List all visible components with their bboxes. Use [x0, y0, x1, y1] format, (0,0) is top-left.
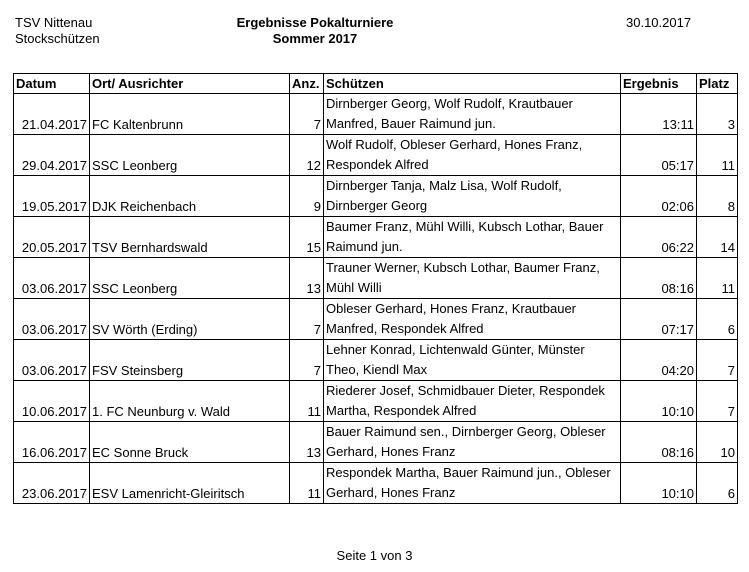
cell-schuetzen: Trauner Werner, Kubsch Lothar, Baumer Franz, Mühl Willi: [324, 258, 621, 299]
col-header-schuetzen: Schützen: [324, 74, 621, 94]
cell-ort: SSC Leonberg: [90, 135, 290, 176]
table-row: [14, 299, 738, 340]
col-header-anz: Anz.: [290, 74, 324, 94]
cell-platz: 6: [697, 299, 738, 340]
cell-ort: FSV Steinsberg: [90, 340, 290, 381]
page-number: Seite 1 von 3: [336, 548, 413, 563]
col-header-datum: Datum: [14, 74, 90, 94]
cell-platz: 6: [697, 463, 738, 504]
cell-ort: SSC Leonberg: [90, 258, 290, 299]
header-left: [15, 15, 100, 47]
cell-schuetzen: Obleser Gerhard, Hones Franz, Krautbauer Manfred, Respondek Alfred: [324, 299, 621, 340]
table-row: [14, 463, 738, 504]
table-row: [14, 135, 738, 176]
table-row: [14, 94, 738, 135]
cell-ergebnis: 08:16: [621, 258, 697, 299]
cell-platz: 3: [697, 94, 738, 135]
cell-ergebnis: 10:10: [621, 463, 697, 504]
table-row: [14, 381, 738, 422]
cell-datum: 03.06.2017: [14, 299, 90, 340]
cell-ergebnis: 07:17: [621, 299, 697, 340]
cell-ort: EC Sonne Bruck: [90, 422, 290, 463]
cell-ergebnis: 04:20: [621, 340, 697, 381]
cell-ergebnis: 06:22: [621, 217, 697, 258]
table-header-row: [14, 74, 738, 94]
col-header-ergebnis: Ergebnis: [621, 74, 697, 94]
cell-datum: 23.06.2017: [14, 463, 90, 504]
cell-ort: ESV Lamenricht-Gleiritsch: [90, 463, 290, 504]
cell-ergebnis: 08:16: [621, 422, 697, 463]
cell-datum: 21.04.2017: [14, 94, 90, 135]
cell-ergebnis: 05:17: [621, 135, 697, 176]
cell-datum: 03.06.2017: [14, 258, 90, 299]
cell-anz: 7: [290, 340, 324, 381]
cell-ergebnis: 10:10: [621, 381, 697, 422]
cell-ort: DJK Reichenbach: [90, 176, 290, 217]
cell-platz: 11: [697, 135, 738, 176]
cell-platz: 14: [697, 217, 738, 258]
cell-datum: 20.05.2017: [14, 217, 90, 258]
cell-ergebnis: 13:11: [621, 94, 697, 135]
cell-anz: 11: [290, 381, 324, 422]
cell-anz: 12: [290, 135, 324, 176]
table-row: [14, 217, 738, 258]
document-title: Ergebnisse Pokalturniere: [236, 15, 394, 30]
cell-datum: 03.06.2017: [14, 340, 90, 381]
cell-platz: 7: [697, 381, 738, 422]
cell-schuetzen: Riederer Josef, Schmidbauer Dieter, Respondek Martha, Respondek Alfred: [324, 381, 621, 422]
table-row: [14, 340, 738, 381]
cell-platz: 10: [697, 422, 738, 463]
cell-ergebnis: 02:06: [621, 176, 697, 217]
cell-datum: 10.06.2017: [14, 381, 90, 422]
cell-anz: 13: [290, 422, 324, 463]
table-row: [14, 422, 738, 463]
cell-schuetzen: Dirnberger Georg, Wolf Rudolf, Krautbauer Manfred, Bauer Raimund jun.: [324, 94, 621, 135]
cell-schuetzen: Bauer Raimund sen., Dirnberger Georg, Obleser Gerhard, Hones Franz: [324, 422, 621, 463]
table-row: [14, 176, 738, 217]
col-header-platz: Platz: [697, 74, 738, 94]
table-row: [14, 258, 738, 299]
cell-schuetzen: Wolf Rudolf, Obleser Gerhard, Hones Franz, Respondek Alfred: [324, 135, 621, 176]
cell-ort: FC Kaltenbrunn: [90, 94, 290, 135]
cell-datum: 29.04.2017: [14, 135, 90, 176]
cell-schuetzen: Respondek Martha, Bauer Raimund jun., Obleser Gerhard, Hones Franz: [324, 463, 621, 504]
cell-datum: 16.06.2017: [14, 422, 90, 463]
header-date: 30.10.2017: [626, 15, 692, 30]
cell-datum: 19.05.2017: [14, 176, 90, 217]
cell-anz: 7: [290, 94, 324, 135]
col-header-ort: Ort/ Ausrichter: [90, 74, 290, 94]
cell-anz: 15: [290, 217, 324, 258]
cell-schuetzen: Baumer Franz, Mühl Willi, Kubsch Lothar, Bauer Raimund jun.: [324, 217, 621, 258]
cell-platz: 7: [697, 340, 738, 381]
club-name: TSV Nittenau: [15, 15, 93, 30]
header-center: [230, 15, 400, 47]
cell-schuetzen: Dirnberger Tanja, Malz Lisa, Wolf Rudolf, Dirnberger Georg: [324, 176, 621, 217]
cell-anz: 11: [290, 463, 324, 504]
cell-ort: 1. FC Neunburg v. Wald: [90, 381, 290, 422]
cell-anz: 7: [290, 299, 324, 340]
cell-anz: 13: [290, 258, 324, 299]
cell-platz: 8: [697, 176, 738, 217]
cell-anz: 9: [290, 176, 324, 217]
cell-ort: TSV Bernhardswald: [90, 217, 290, 258]
cell-ort: SV Wörth (Erding): [90, 299, 290, 340]
season-label: Sommer 2017: [272, 31, 358, 46]
cell-platz: 11: [697, 258, 738, 299]
results-table: [13, 73, 738, 504]
cell-schuetzen: Lehner Konrad, Lichtenwald Günter, Münster Theo, Kiendl Max: [324, 340, 621, 381]
department-name: Stockschützen: [15, 31, 100, 46]
